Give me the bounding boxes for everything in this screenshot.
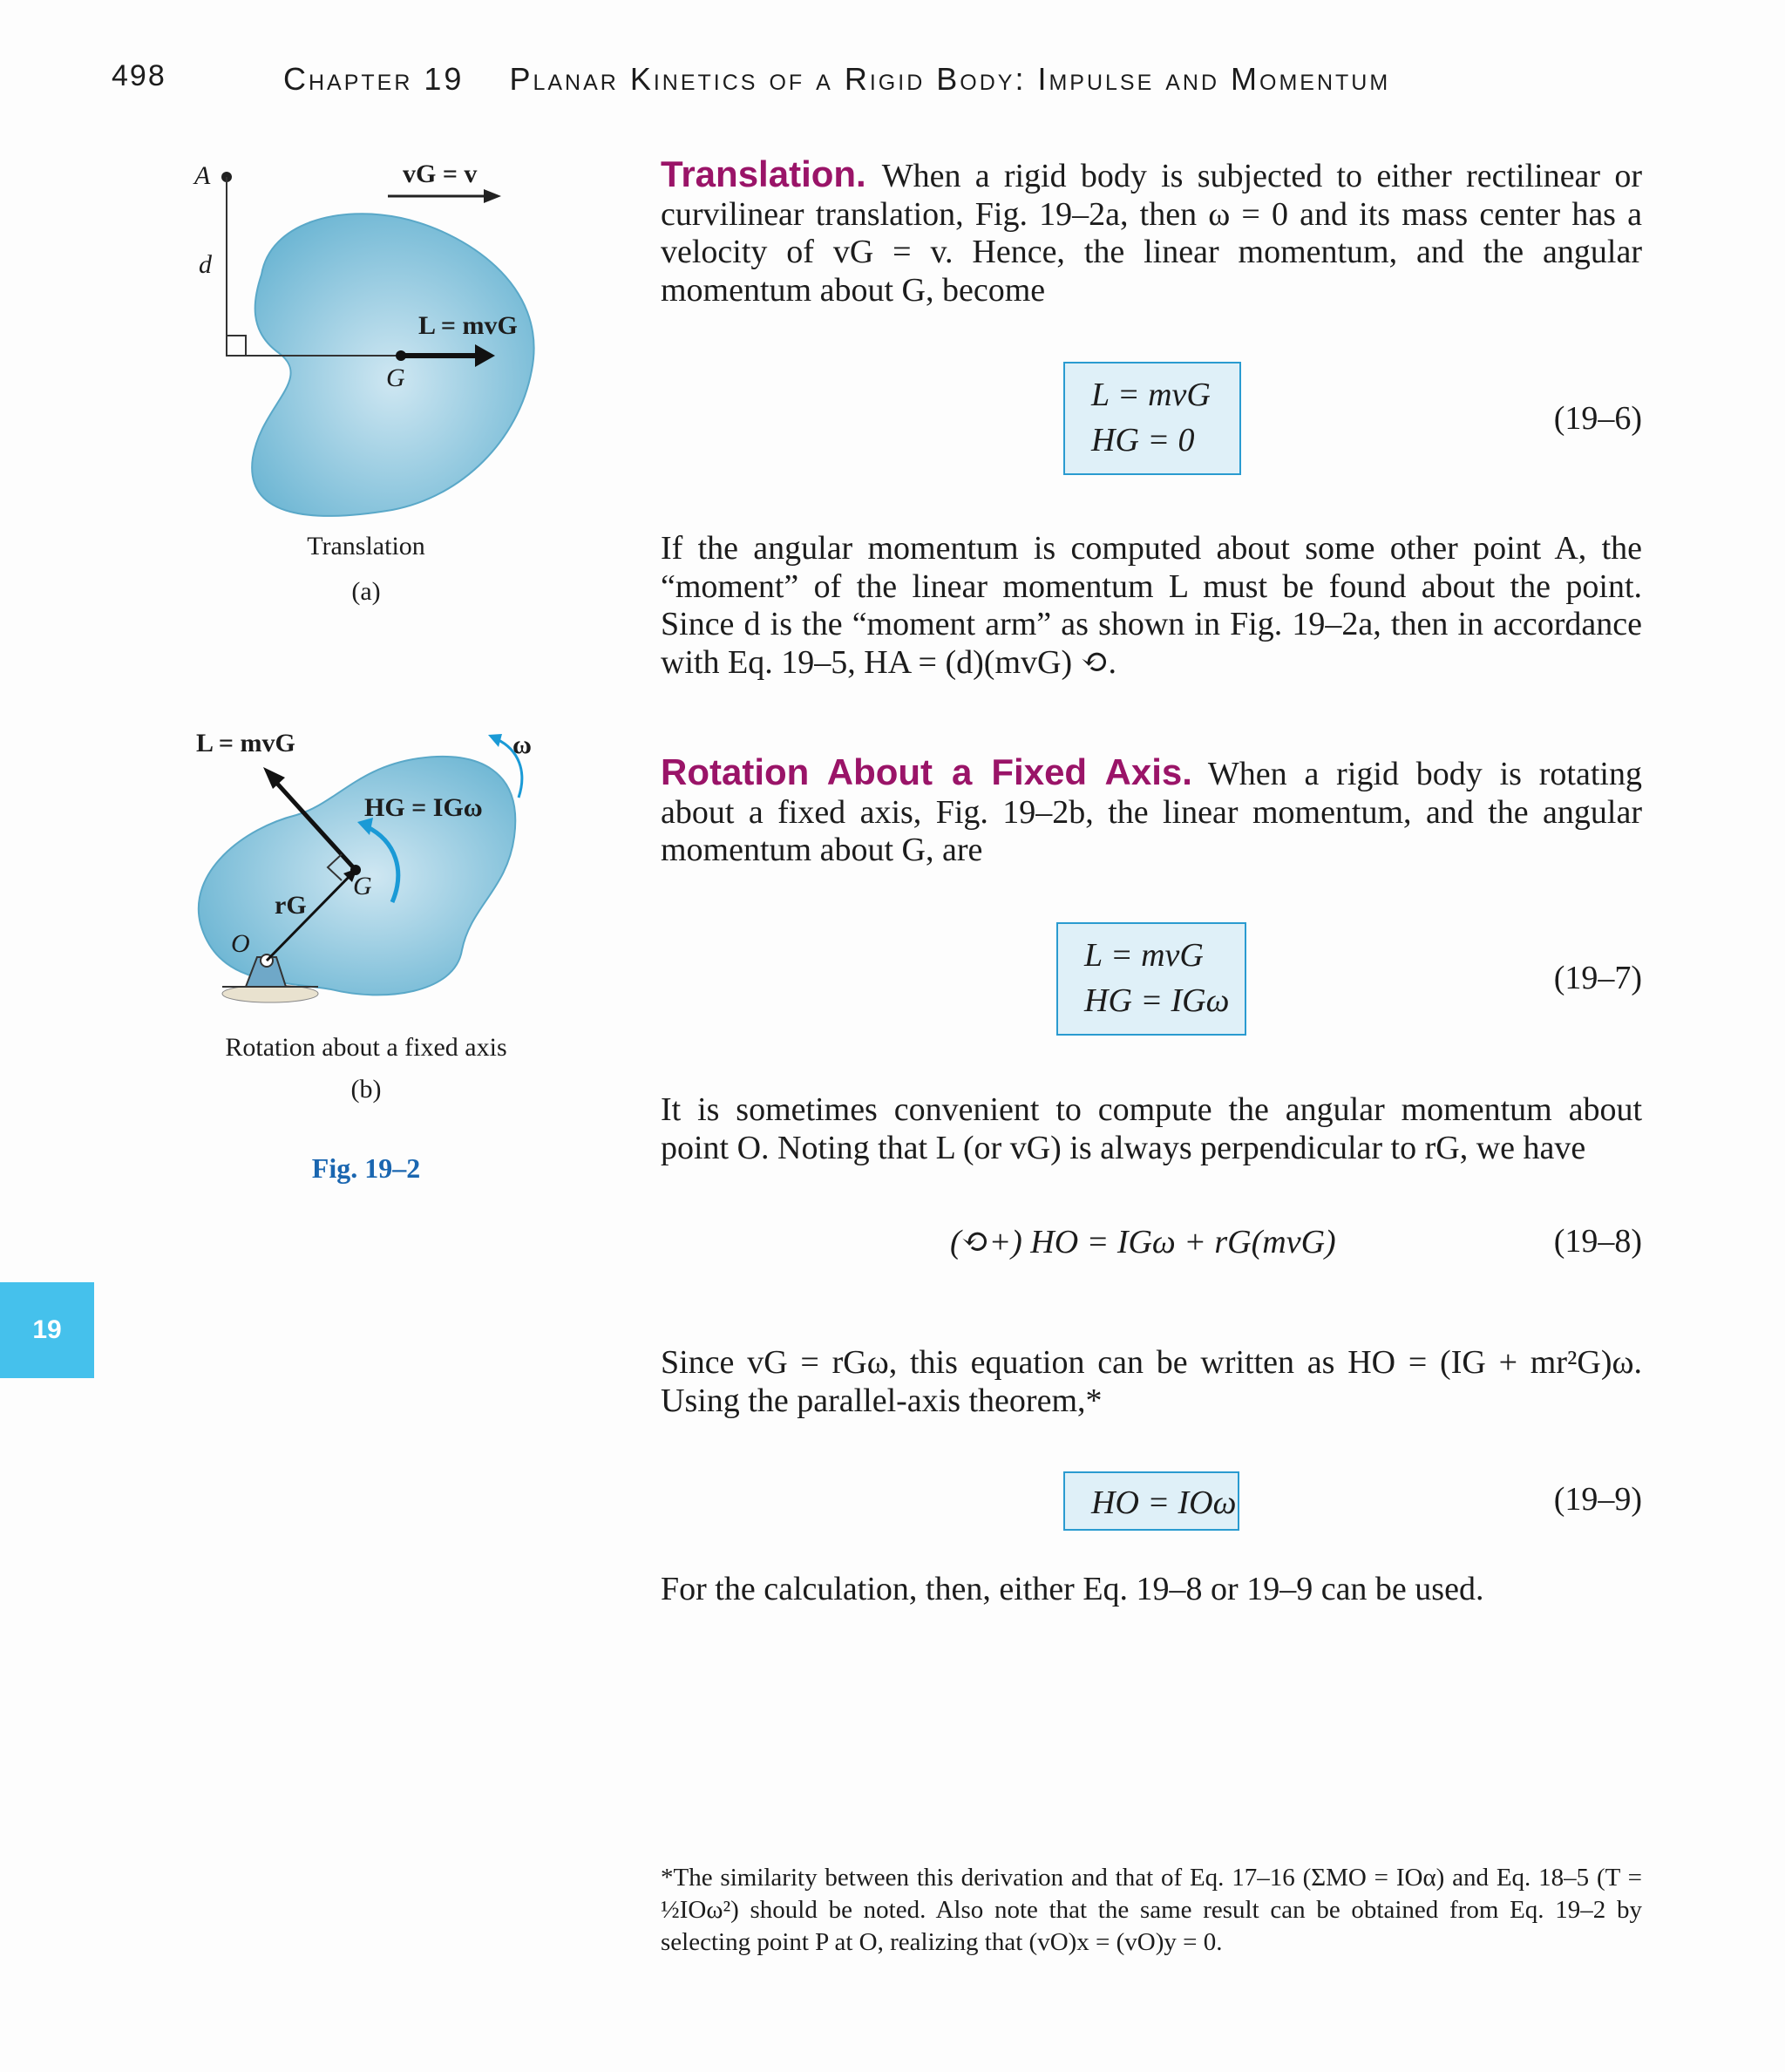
velocity-arrowhead <box>484 189 501 203</box>
figure-b <box>183 729 549 1029</box>
eq-number-19-6: (19–6) <box>1553 400 1642 437</box>
figure-label: Fig. 19–2 <box>311 1152 421 1184</box>
label-L-b: L = mvG <box>196 729 295 757</box>
equation-19-8: (⟲+) HO = IGω + rG(mvG) <box>950 1224 1336 1260</box>
equation-box-19-7 <box>1056 922 1246 1036</box>
eq-number-19-9: (19–9) <box>1553 1481 1642 1518</box>
right-angle-mark <box>227 336 246 356</box>
translation-heading: Translation. <box>661 153 866 194</box>
eq-19-9: HO = IOω <box>1091 1484 1237 1521</box>
label-rG: rG <box>275 891 307 920</box>
translation-paragraph <box>661 155 1642 309</box>
footnote: *The similarity between this derivation and that of Eq. 17–16 (ΣMO = IOα) and Eq. 18–5 (T = ½IOω²) should be noted. Also note that the same result can be obtained from Eq. 19–2 by selecting point P at O, realizing that (vO)x = (vO)y = 0. <box>661 1864 1642 1956</box>
page-header <box>0 59 1785 103</box>
label-HG: HG = IGω <box>364 793 483 822</box>
figure-b-sublabel: (b) <box>350 1075 382 1104</box>
label-d: d <box>199 250 212 279</box>
rotation-paragraph <box>661 753 1642 870</box>
eq-19-6-line1: L = mvG <box>1091 377 1211 413</box>
translation-intro: When a rigid body is subjected to either rectilinear or curvilinear translation, Fig. 19–2a, then ω = 0 and its mass center has a velocity of vG = v. Hence, the linear momentum, and the angular momentum about G, become <box>661 158 1642 309</box>
eq-number-19-7: (19–7) <box>1553 960 1642 996</box>
label-omega: ω <box>512 730 532 759</box>
rotation-para2: It is sometimes convenient to compute the angular momentum about point O. Noting that L (or vG) is always perpendicular to rG, we have <box>661 1091 1642 1166</box>
rotation-para3: Since vG = rGω, this equation can be written as HO = (IG + mr²G)ω. Using the parallel-axis theorem,* <box>661 1344 1642 1419</box>
eq-19-7-line2: HG = IGω <box>1084 982 1230 1019</box>
label-G: G <box>386 363 405 392</box>
rotation-intro: When a rigid body is rotating about a fixed axis, Fig. 19–2b, the linear momentum, and the angular momentum about G, are <box>661 756 1642 868</box>
figure-a-sublabel: (a) <box>351 577 381 606</box>
rotation-para4: For the calculation, then, either Eq. 19–8 or 19–9 can be used. <box>661 1571 1484 1607</box>
rotation-heading: Rotation About a Fixed Axis. <box>661 751 1192 792</box>
translation-after-paragraph: If the angular momentum is computed about some other point A, the “moment” of the linear momentum L must be found about the point. Since d is the “moment arm” as shown in Fig. 19–2a, then in accordance with Eq. 19–5, HA = (d)(mvG) ⟲. <box>661 530 1642 681</box>
page-number: 498 <box>112 59 166 92</box>
label-O: O <box>231 929 250 958</box>
omega-arrowhead <box>488 734 502 747</box>
eq-19-6-line2: HG = 0 <box>1091 422 1195 459</box>
figure-a-caption: Translation <box>307 532 425 560</box>
label-vG: vG = v <box>403 160 478 188</box>
equation-box-19-6 <box>1063 362 1241 475</box>
label-G-b: G <box>353 872 372 900</box>
equation-box-19-9 <box>1063 1471 1239 1531</box>
label-L: L = mvG <box>418 311 518 340</box>
eq-number-19-8: (19–8) <box>1553 1223 1642 1260</box>
label-A: A <box>194 161 211 190</box>
running-head: Chapter 19 Planar Kinetics of a Rigid Body: Impulse and Momentum <box>283 61 1391 97</box>
figure-b-caption: Rotation about a fixed axis <box>225 1033 507 1062</box>
chapter-tab: 19 <box>0 1282 94 1378</box>
mass-center-dot <box>396 350 406 361</box>
eq-19-7-line1: L = mvG <box>1084 937 1204 974</box>
